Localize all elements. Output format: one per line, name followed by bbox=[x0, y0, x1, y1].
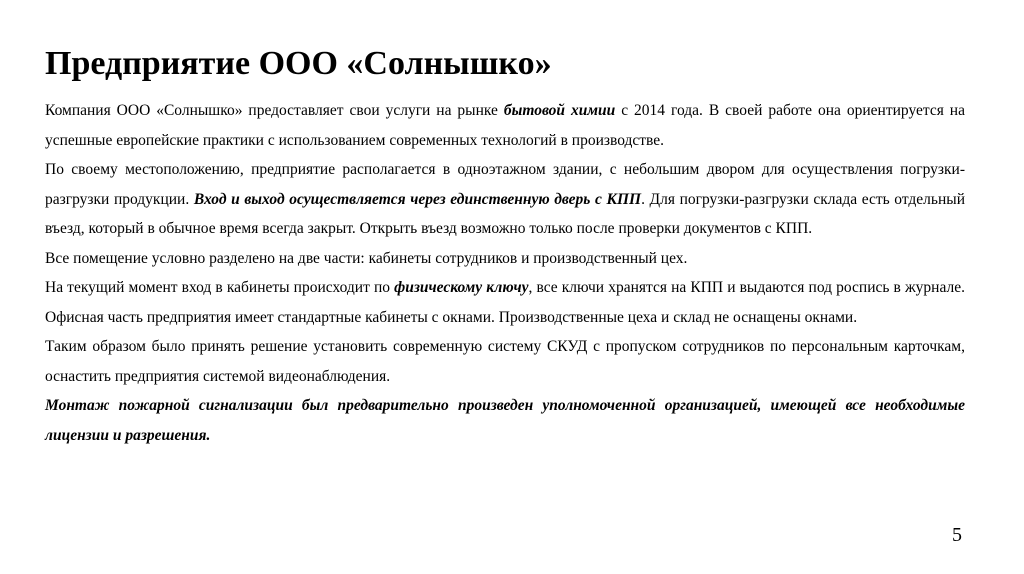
paragraph-text: На текущий момент вход в кабинеты происходит по bbox=[45, 279, 395, 296]
paragraph-location bbox=[45, 155, 965, 244]
emphasis-household-chemicals: бытовой химии bbox=[503, 102, 616, 119]
slide-body bbox=[45, 96, 965, 450]
emphasis-single-entrance: Вход и выход осуществляется через единственную дверь с КПП bbox=[193, 190, 642, 208]
paragraph-text: . Для погрузки-разгрузки склада есть отдельный въезд, который в обычное время всегда закрыт. Открыть въезд возможно только после проверки документов с КПП. bbox=[45, 190, 965, 237]
paragraph-decision: Таким образом было принять решение установить современную систему СКУД с пропуском сотрудников по персональным карточкам, оснастить предприятия системой видеонаблюдения. bbox=[45, 338, 965, 385]
paragraph-text: с 2014 года. В своей работе она ориентируется на успешные европейские практики с использованием современных технологий в производстве. bbox=[45, 102, 965, 149]
paragraph-office-access bbox=[45, 273, 965, 332]
paragraph-premises-division: Все помещение условно разделено на две части: кабинеты сотрудников и производственный цех. bbox=[45, 249, 688, 267]
emphasis-physical-key: физическому ключу bbox=[394, 279, 529, 296]
paragraph-fire-alarm: Монтаж пожарной сигнализации был предварительно произведен уполномоченной организацией, имеющей все необходимые лицензии и разрешения. bbox=[45, 397, 965, 444]
paragraph-text: , все ключи хранятся на КПП и выдаются под роспись в журнале. Офисная часть предприятия имеет стандартные кабинеты с окнами. Производственные цеха и склад не оснащены окнами. bbox=[45, 279, 965, 326]
paragraph-text: По своему местоположению, предприятие располагается в одноэтажном здании, с небольшим двором для осуществления погрузки-разгрузки продукции. bbox=[45, 161, 965, 208]
page-number: 5 bbox=[952, 524, 962, 546]
paragraph-text: Компания ООО «Солнышко» предоставляет свои услуги на рынке bbox=[45, 102, 504, 119]
paragraph-company-intro bbox=[45, 96, 965, 155]
slide-title: Предприятие ООО «Солнышко» bbox=[45, 45, 552, 82]
